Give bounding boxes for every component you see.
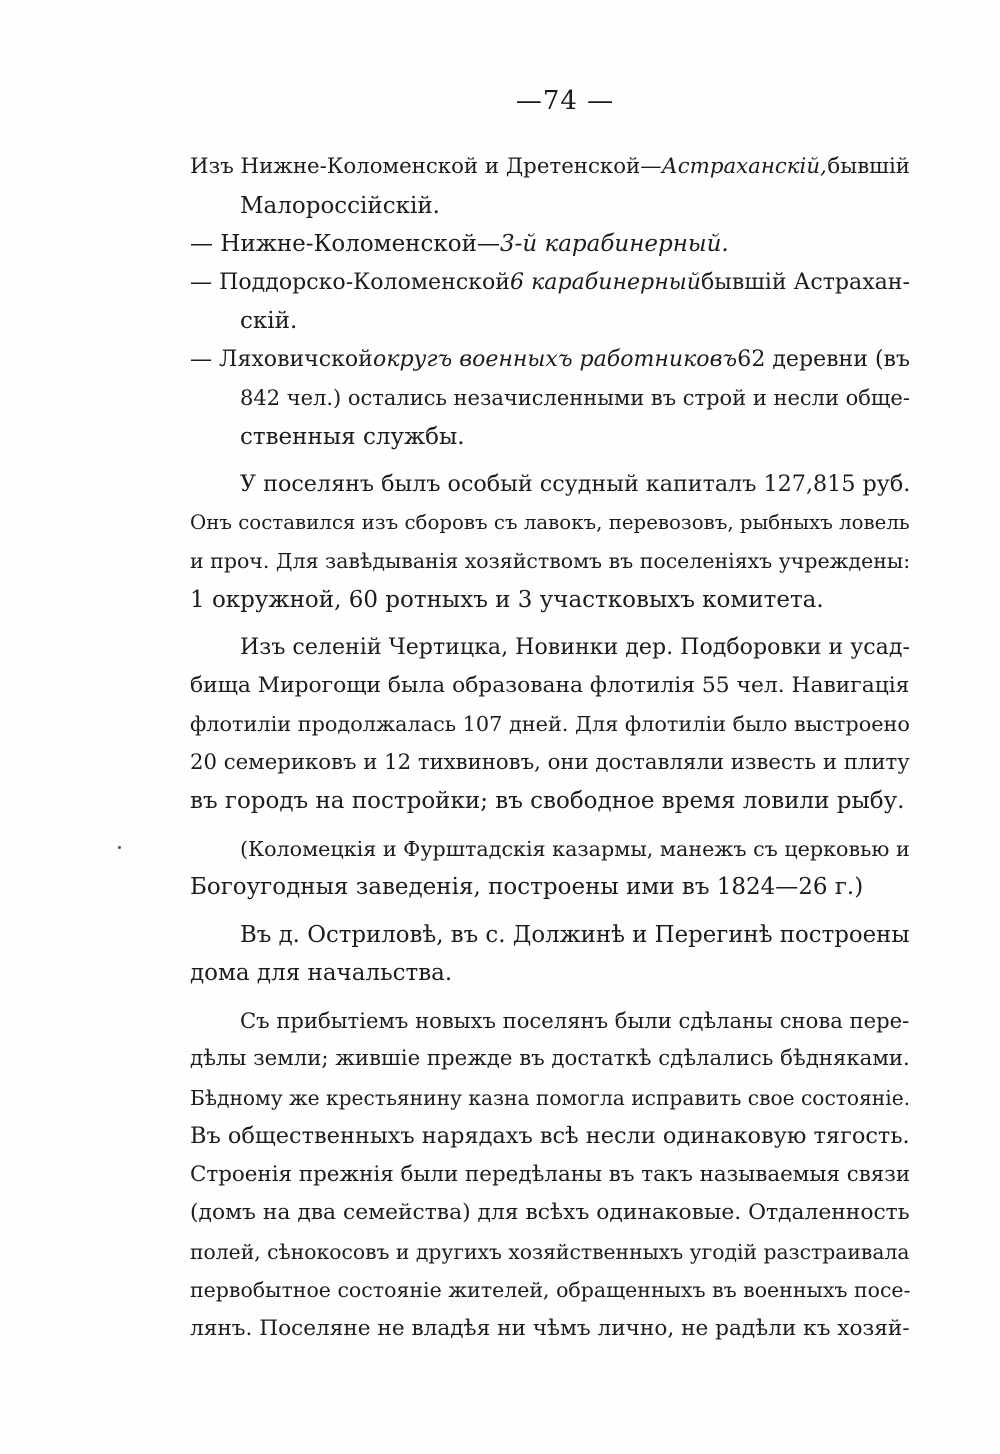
text-span: — Нижне-Коломенской— [190,231,500,257]
text-line: У поселянъ былъ особый ссудный капиталъ 127,815 руб. [240,471,911,497]
text-line [190,341,910,380]
italic-span: округъ военныхъ работниковъ [373,346,738,372]
text-line: Въ д. Остриловѣ, въ с. Должинѣ и Перегинѣ построены [240,921,910,948]
text-line: 20 семериковъ и 12 тихвиновъ, они доставляли известь и плиту [190,749,910,775]
text-line: Съ прибытіемъ новыхъ поселянъ были сдѣланы снова пере- [240,1007,910,1033]
text-line: флотиліи продолжалась 107 дней. Для флотиліи было выстроено [190,712,910,736]
text-line: Богоугодныя заведенія, построены ими въ 1824—26 г.) [190,874,864,900]
ink-speck [118,846,121,849]
text-line: первобытное состояніе жителей, обращенныхъ въ военныхъ посе- [190,1278,911,1302]
text-line: Строенія прежнія были передѣланы въ такъ называемыя связи [190,1161,911,1187]
text-line: бища Мирогощи была образована флотилія 55 чел. Навигація [190,672,910,698]
text-line: Изъ селеній Чертицка, Новинки дер. Подборовки и усад- [240,634,910,660]
text-line: Онъ составился изъ сборовъ съ лавокъ, перевозовъ, рыбныхъ ловель [190,510,910,534]
italic-span: 3-й карабинерный. [499,231,729,257]
text-line [190,148,910,187]
italic-span: Астраханскій, [661,154,827,179]
text-line: Въ общественныхъ нарядахъ всѣ несли одинаковую тягость. [190,1123,910,1149]
text-span: бывшій Астрахан- [700,269,910,295]
text-line: дѣлы земли; жившіе прежде въ достаткѣ сдѣлались бѣдняками. [190,1046,910,1071]
italic-span: 6 карабинерный [510,269,701,295]
text-span: 62 деревни (въ [737,346,910,372]
text-line: ственныя службы. [240,423,465,450]
text-span: — Ляховичской [190,346,373,372]
text-line: скій. [240,308,298,334]
text-line: и проч. Для завѣдыванія хозяйствомъ въ поселеніяхъ учреждены: [190,549,911,573]
text-span: Изъ Нижне-Коломенской и Дретенской— [190,154,662,179]
text-line [190,264,910,303]
text-line: (Коломецкія и Фурштадскія казармы, манежъ съ церковью и [240,836,910,861]
text-line: полей, сѣнокосовъ и другихъ хозяйственныхъ угодій разстраивала [190,1239,910,1264]
text-line: Малороссійскій. [240,192,440,219]
page-body [190,148,910,1348]
text-line: (домъ на два семейства) для всѣхъ одинаковые. Отдаленность [190,1200,910,1225]
text-line: лянъ. Поселяне не владѣя ни чѣмъ лично, не радѣли къ хозяй- [190,1315,910,1341]
page-number: —74 — [515,86,615,116]
text-line: 1 окружной, 60 ротныхъ и 3 участковыхъ комитета. [190,586,824,613]
text-line [190,225,910,264]
text-line: дома для начальства. [190,960,453,986]
text-line: въ городъ на постройки; въ свободное время ловили рыбу. [190,788,905,814]
text-span: бывшій [827,154,910,179]
text-line: Бѣдному же крестьянину казна помогла исправить свое состояніе. [190,1085,911,1110]
text-span: — Поддорско-Коломенской [190,269,510,295]
text-line: 842 чел.) остались незачисленными въ строй и несли обще- [240,386,910,410]
